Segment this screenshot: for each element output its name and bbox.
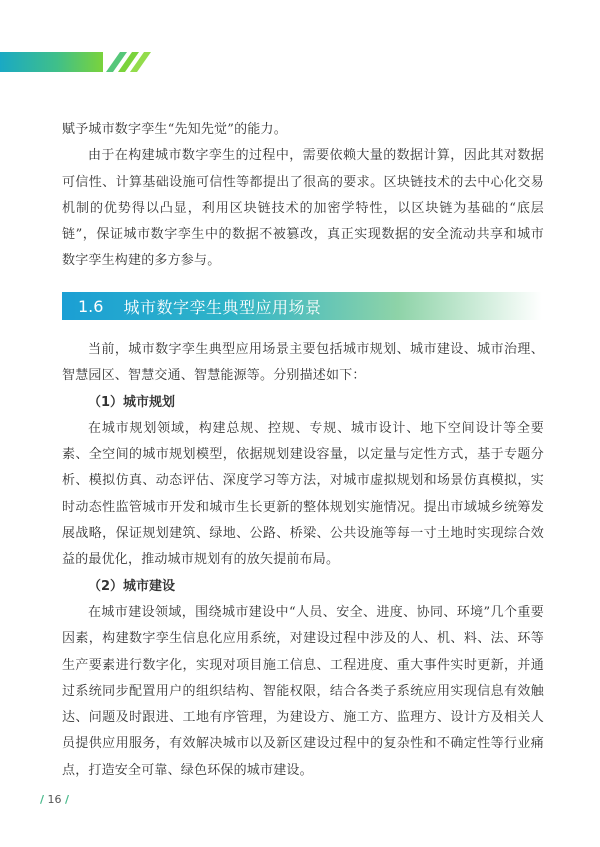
section-title: 城市数字孪生典型应用场景 xyxy=(123,297,322,317)
page-number: 16 xyxy=(47,793,62,806)
intro-paragraph-2: 由于在构建城市数字孪生的过程中，需要依赖大量的数据计算，因此其对数据可信性、计算基础设施可信性等都提出了很高的要求。区块链技术的去中心化交易机制的优势得以凸显，利用区块链技术的加密学特性，以区块链为基础的“底层链”，保证城市数字孪生中的数据不被篡改，真正实现数据的安全流动共享和城市数字孪生构建的多方参与。 xyxy=(62,148,544,269)
subsection-heading-urban-construction: （2）城市建设 xyxy=(88,578,176,594)
footer-slash-icon: / xyxy=(65,793,70,806)
header-accent-bar xyxy=(0,52,103,72)
section-heading xyxy=(62,292,542,320)
section-intro-paragraph: 当前，城市数字孪生典型应用场景主要包括城市规划、城市建设、城市治理、智慧园区、智慧交通、智慧能源等。分别描述如下： xyxy=(62,342,544,384)
subsection-heading-urban-planning: （1）城市规划 xyxy=(88,394,176,410)
footer-slash-icon: / xyxy=(40,793,45,806)
subsection-body-urban-planning: 在城市规划领域，构建总规、控规、专规、城市设计、地下空间设计等全要素、全空间的城市规划模型，依据规划建设容量，以定量与定性方式，基于专题分析、模拟仿真、动态评估、深度学习等方法，对城市虚拟规划和场景仿真模拟，实时动态性监管城市开发和城市生长更新的整体规划实施情况。提出市域城乡统筹发展战略，保证规划建筑、绿地、公路、桥梁、公共设施等每一寸土地时实现综合效益的最优化，推动城市规划有的放矢提前布局。 xyxy=(62,420,544,568)
section-number: 1.6 xyxy=(78,296,104,316)
page-footer xyxy=(40,793,69,806)
section-body xyxy=(62,337,544,784)
intro-block xyxy=(62,117,544,275)
subsection-body-urban-construction: 在城市建设领域，围绕城市建设中“人员、安全、进度、协同、环境”几个重要因素，构建数字孪生信息化应用系统，对建设过程中涉及的人、机、料、法、环等生产要素进行数字化，实现对项目施工信息、工程进度、重大事件实时更新，并通过系统同步配置用户的组织结构、智能权限，结合各类子系统应用实现信息有效触达、问题及时跟进、工地有序管理，为建设方、施工方、监理方、设计方及相关人员提供应用服务，有效解决城市以及新区建设过程中的复杂性和不确定性等行业痛点，打造安全可靠、绿色环保的城市建设。 xyxy=(62,604,544,778)
intro-paragraph-1: 赋予城市数字孪生“先知先觉”的能力。 xyxy=(62,122,287,137)
